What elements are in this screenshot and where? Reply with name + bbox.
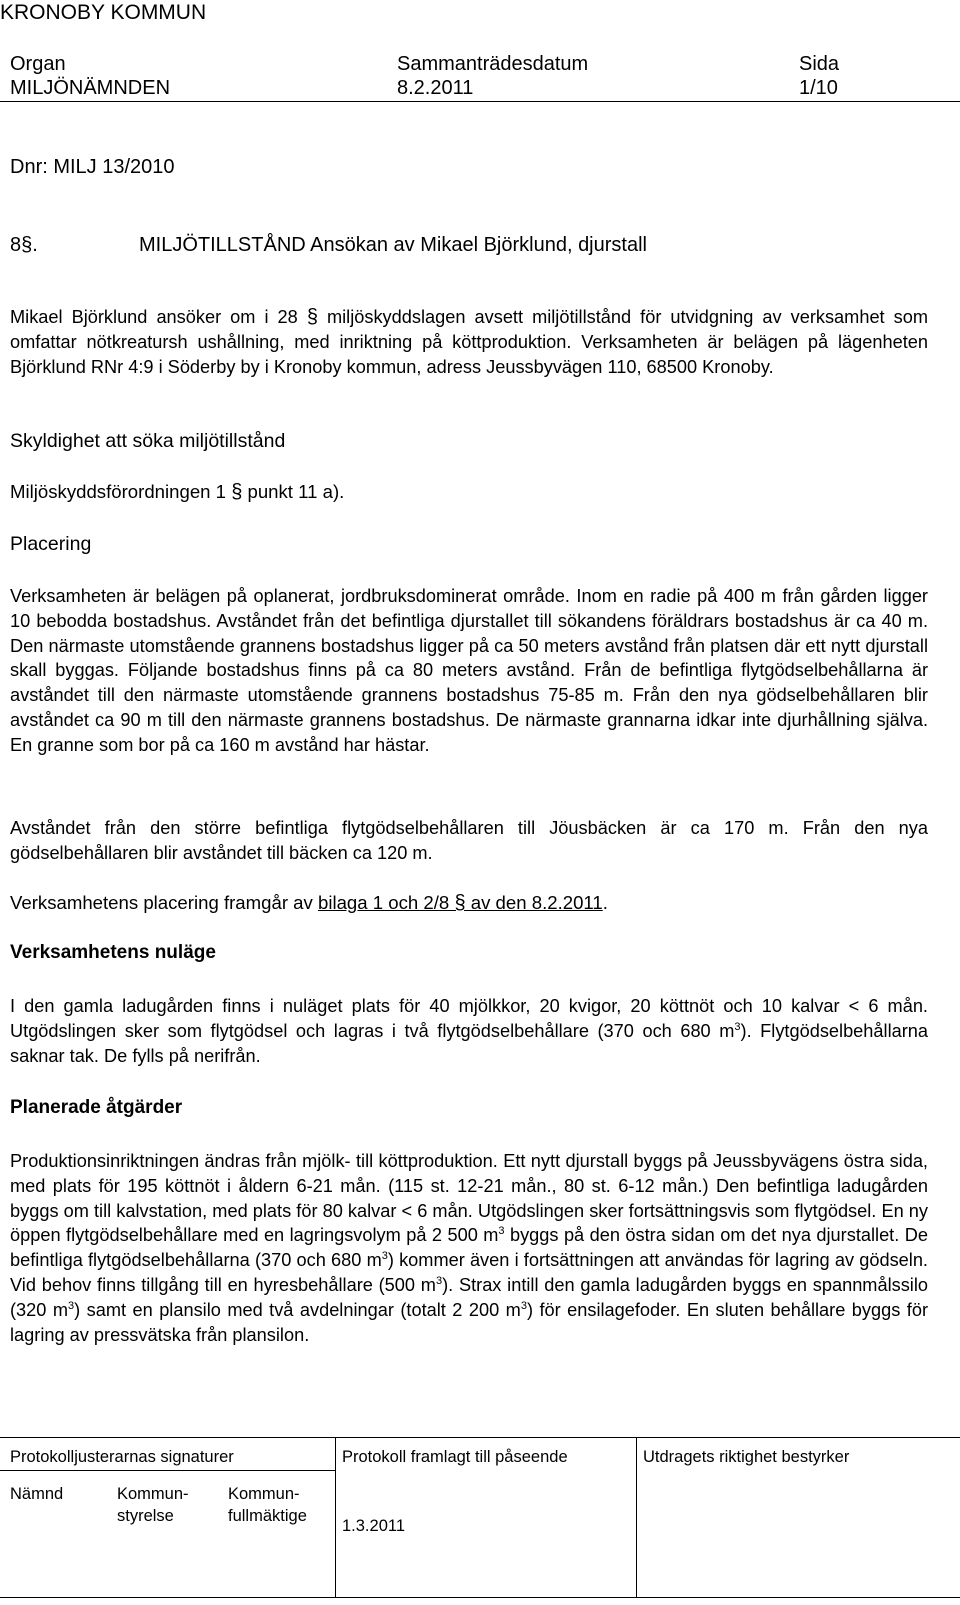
signature-namnd: Nämnd: [10, 1485, 64, 1503]
shown-date: 1.3.2011: [342, 1517, 406, 1535]
signature-fullmaktige-2: fullmäktige: [228, 1507, 307, 1525]
header-rule: [0, 101, 960, 102]
municipality-name: KRONOBY KOMMUN: [0, 1, 207, 24]
footer-rule-signatures: [0, 1470, 335, 1471]
placement-text: Verksamhetens placering framgår av: [10, 892, 318, 913]
footer-divider-2: [636, 1437, 637, 1597]
item-number: 8: [10, 234, 22, 256]
planned-heading: Planerade åtgärder: [10, 1097, 183, 1118]
planned-paragraph: Produktionsinriktningen ändras från mjölk- till köttproduktion. Ett nytt djurstall byggs på Jeussbyvägens östra sida, med plats för 195 köttnöt i åldern 6-21 mån. (115 st. 12-21 mån., 80 st. 6-12 mån.) Den befintliga ladugården byggs om till kalvstation, med plats för 80 kalvar < 6 mån. Utgödslingen sker fortsättningsvis som flytgödsel. En ny öppen flytgödselbehållare med en lagringsvolym på 2 500 $m^3$ byggs på den östra sidan om det nya djurstallet. De befintliga flytgödselbehållarna (370 och 680 $m^3$) kommer även i fortsättningen att användas för lagring av gödseln. Vid behov finns tillgång till en hyresbehållare (500 $m^3$). Strax intill den gamla ladugården byggs en spannmålssilo (320 $m^3$) samt en plansilo med två avdelningar (totalt 2 200 $m^3$) för ensilagefoder. En sluten behållare byggs för lagring av pressvätska från plansilon.: [10, 1151, 928, 1345]
intro-text-a: Mikael Björklund ansöker om i 28: [10, 307, 307, 327]
placement-heading: Placering: [10, 533, 92, 555]
footer-rule-top: [0, 1437, 960, 1438]
page-number: 1/10: [799, 77, 838, 99]
item-number-row: [10, 233, 38, 257]
organ-label: Organ: [10, 53, 66, 75]
duty-text-b: punkt 11 a).: [242, 481, 345, 502]
shown-label: Protokoll framlagt till påseende: [342, 1448, 568, 1466]
meeting-date-value: 8.2.2011: [397, 77, 474, 99]
meeting-date-label: Sammanträdesdatum: [397, 53, 589, 75]
current-state-paragraph: I den gamla ladugården finns i nuläget plats för 40 mjölkkor, 20 kvigor, 20 köttnöt och 10 kalvar < 6 mån. Utgödslingen sker som flytgödsel och lagras i två flytgödselbehållare (370 och 680 $m^3$). Flytgödselbehållarna saknar tak. De fylls på nerifrån.: [10, 996, 929, 1066]
section-sign: §: [231, 481, 243, 503]
intro-paragraph: [10, 305, 928, 379]
current-state-heading: Verksamhetens nuläge: [10, 942, 216, 963]
placement-paragraph-1: Verksamheten är belägen på oplanerat, jordbruksdominerat område. Inom en radie på 400 m från gården ligger 10 bebodda bostadshus. Avståndet från det befintliga djurstallet till sökandens föräldrars bostadshus är ca 40 m. Den närmaste utomstående grannens bostadshus ligger på ca 50 meters avstånd från platsen där ett nytt djurstall skall byggas. Följande bostadshus finns på ca 80 meters avstånd. Från de befintliga flytgödselbehållarna är avståndet till den närmaste utomstående grannens bostadshus 75-85 m. Från den nya gödselbehållaren blir avståndet ca 90 m till den närmaste grannens bostadshus. De närmaste grannarna idkar inte djurhållning själva. En granne som bor på ca 160 m avstånd har hästar.: [10, 586, 928, 755]
intro-text-b: miljöskyddslagen avsett miljötillstånd för utvidgning av verksamhet som omfattar nötkreatursh ushållning, med inriktning på köttproduktion. Verksamheten är belägen på lägenheten Björklund RNr 4:9 i Söderby by i Kronoby kommun, adress Jeussbyvägen 110, 68500 Kronoby.: [10, 307, 929, 377]
signature-styrelse-1: Kommun-: [117, 1485, 189, 1503]
dnr-reference: Dnr: MILJ 13/2010: [10, 156, 175, 178]
duty-heading: Skyldighet att söka miljötillstånd: [10, 430, 286, 452]
attachment-link[interactable]: bilaga 1 och 2/8 § av den 8.2.2011: [317, 892, 603, 914]
signatures-label: Protokolljusterarnas signaturer: [10, 1448, 234, 1466]
extract-label: Utdragets riktighet bestyrker: [643, 1448, 850, 1466]
placement-paragraph-3: [10, 892, 608, 915]
page-label: Sida: [799, 53, 840, 75]
organ-value: MILJÖNÄMNDEN: [10, 77, 171, 99]
item-dot: .: [32, 234, 38, 256]
footer-rule-bottom: [0, 1597, 960, 1598]
duty-line: [10, 481, 344, 504]
placement-paragraph-2: Avståndet från den större befintliga flytgödselbehållaren till Jöusbäcken är ca 170 m. Från den nya gödselbehållaren blir avståndet till bäcken ca 120 m.: [10, 818, 928, 863]
footer-divider-1: [335, 1437, 336, 1597]
duty-text-a: Miljöskyddsförordningen 1: [10, 481, 232, 502]
section-sign: §: [306, 306, 318, 328]
item-title: MILJÖTILLSTÅND Ansökan av Mikael Björklund, djurstall: [139, 234, 647, 256]
placement-text-end: .: [602, 892, 608, 913]
signature-styrelse-2: styrelse: [117, 1507, 174, 1525]
section-sign: §: [21, 234, 33, 256]
signature-fullmaktige-1: Kommun-: [228, 1485, 300, 1503]
